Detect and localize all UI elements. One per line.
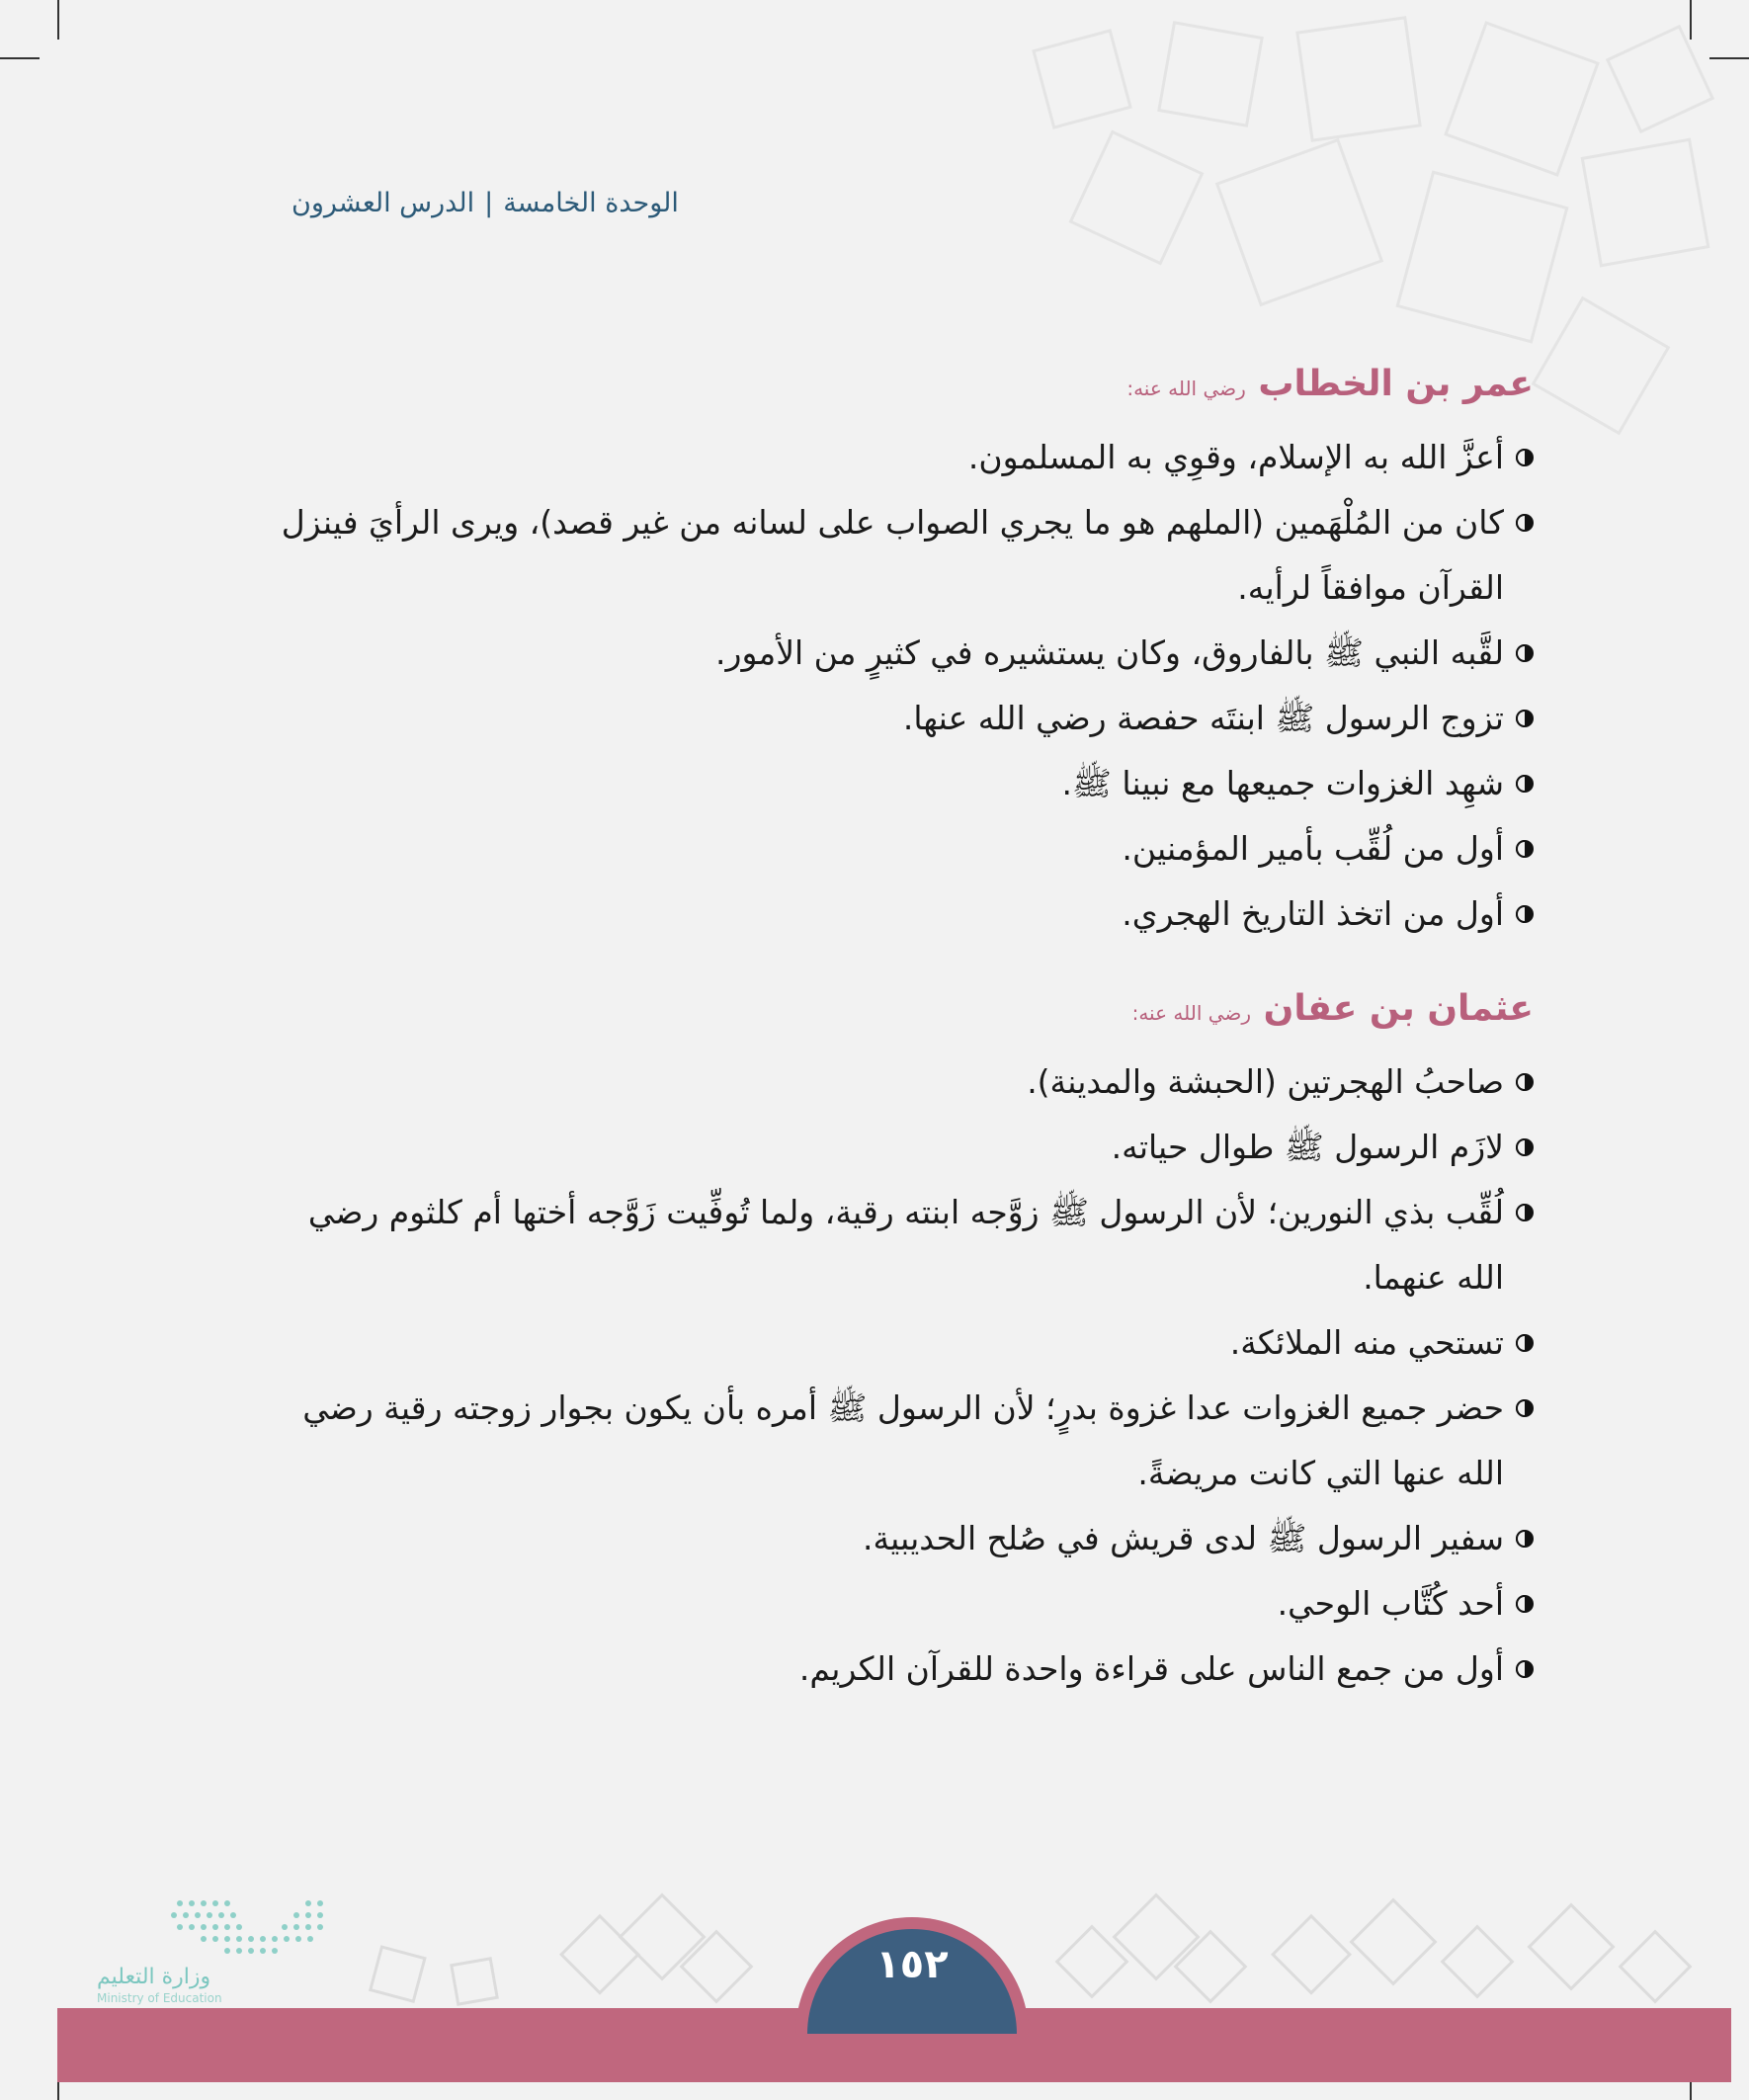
list-item: أعزَّ الله به الإسلام، وقوِي به المسلمون. <box>269 425 1534 490</box>
lesson-label: الدرس العشرون <box>292 188 475 218</box>
unit-label: الوحدة الخامسة <box>503 188 679 218</box>
list-item: سفير الرسول ﷺ لدى قريش في صُلح الحديبية. <box>269 1506 1534 1571</box>
list-item: حضر جميع الغزوات عدا غزوة بدرٍ؛ لأن الرسول ﷺ أمره بأن يكون بجوار زوجته رقية رضي الله عنها التي كانت مريضةً. <box>269 1376 1534 1506</box>
bullet-icon <box>1516 1399 1534 1417</box>
list-item: صاحبُ الهجرتين (الحبشة والمدينة). <box>269 1050 1534 1115</box>
list-item: أول من لُقِّب بأمير المؤمنين. <box>269 816 1534 882</box>
ministry-logo-subtext: Ministry of Education <box>97 1991 222 2005</box>
list-item: تستحي منه الملائكة. <box>269 1310 1534 1376</box>
section-title-text: عثمان بن عفان <box>1263 988 1534 1029</box>
honorific: رضي الله عنه: <box>1131 1001 1252 1025</box>
list-item: تزوج الرسول ﷺ ابنتَه حفصة رضي الله عنها. <box>269 686 1534 751</box>
list-item: أحد كُتَّاب الوحي. <box>269 1571 1534 1637</box>
section-list-othman <box>269 1050 1534 1702</box>
bullet-icon <box>1516 1073 1534 1091</box>
bullet-icon <box>1516 1334 1534 1352</box>
bullet-icon <box>1516 905 1534 923</box>
list-item: أول من جمع الناس على قراءة واحدة للقرآن الكريم. <box>269 1637 1534 1702</box>
header-separator: | <box>484 188 494 218</box>
honorific: رضي الله عنه: <box>1126 377 1246 400</box>
section-title-othman <box>1132 988 1534 1029</box>
bullet-icon <box>1516 1660 1534 1678</box>
bullet-icon <box>1516 644 1534 662</box>
page-number: ١٥٢ <box>875 1942 949 1987</box>
bullet-icon <box>1516 1138 1534 1156</box>
list-item: لازَم الرسول ﷺ طوال حياته. <box>269 1115 1534 1180</box>
bullet-icon <box>1516 710 1534 727</box>
section-list-omar <box>269 425 1534 947</box>
list-item: لقَّبه النبي ﷺ بالفاروق، وكان يستشيره في كثيرٍ من الأمور. <box>269 621 1534 686</box>
page-header <box>292 188 679 218</box>
bullet-icon <box>1516 775 1534 793</box>
list-item: لُقِّب بذي النورين؛ لأن الرسول ﷺ زوَّجه ابنته رقية، ولما تُوفِّيت زَوَّجه أختها أم كلثوم رضي الله عنهما. <box>269 1180 1534 1310</box>
bullet-icon <box>1516 449 1534 466</box>
bullet-icon <box>1516 1595 1534 1613</box>
list-item: شهِد الغزوات جميعها مع نبينا ﷺ. <box>269 751 1534 816</box>
bullet-icon <box>1516 840 1534 858</box>
bullet-icon <box>1516 514 1534 532</box>
bullet-icon <box>1516 1530 1534 1548</box>
list-item: كان من المُلْهَمين (الملهم هو ما يجري الصواب على لسانه من غير قصد)، ويرى الرأيَ فينزل القرآن موافقاً لرأيه. <box>269 490 1534 621</box>
section-title-text: عمر بن الخطاب <box>1258 364 1534 404</box>
ministry-logo-text: وزارة التعليم <box>97 1965 211 1989</box>
section-title-omar <box>1126 364 1534 404</box>
list-item: أول من اتخذ التاريخ الهجري. <box>269 882 1534 947</box>
bullet-icon <box>1516 1204 1534 1221</box>
